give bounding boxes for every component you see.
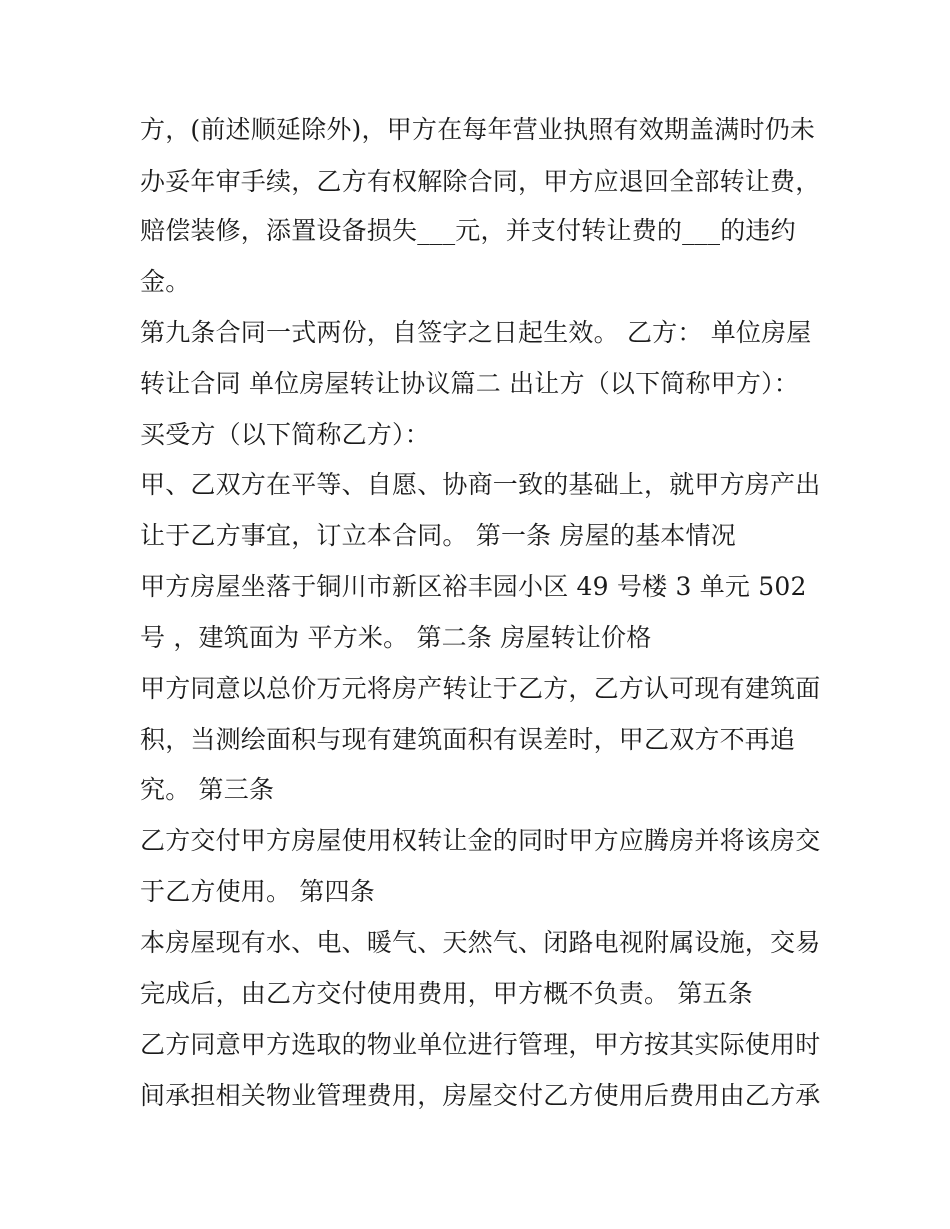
text-line: 方，(前述顺延除外)，甲方在每年营业执照有效期盖满时仍未 xyxy=(140,115,816,144)
text-line: 第九条合同一式两份，自签字之日起生效。 乙方： 单位房屋 xyxy=(140,318,812,347)
text-line: 甲方房屋坐落于铜川市新区裕丰园小区 49 号楼 3 单元 502 xyxy=(140,572,807,601)
text-line: 于乙方使用。 第四条 xyxy=(140,877,375,906)
text-line: 积，当测绘面积与现有建筑面积有误差时，甲乙双方不再追 xyxy=(140,725,796,754)
text-line: 金。 xyxy=(140,267,191,296)
text-line: 乙方同意甲方选取的物业单位进行管理，甲方按其实际使用时 xyxy=(140,1030,821,1059)
text-line: 究。 第三条 xyxy=(140,775,275,804)
text-line: 完成后，由乙方交付使用费用，甲方概不负责。 第五条 xyxy=(140,979,753,1008)
text-line: 让于乙方事宜，订立本合同。 第一条 房屋的基本情况 xyxy=(140,521,736,550)
text-line: 赔偿装修，添置设备损失___元，并支付转让费的___的违约 xyxy=(140,216,796,245)
text-line: 甲、乙双方在平等、自愿、协商一致的基础上，就甲方房产出 xyxy=(140,470,821,499)
text-line: 本房屋现有水、电、暖气、天然气、闭路电视附属设施，交易 xyxy=(140,928,821,957)
text-line: 转让合同 单位房屋转让协议篇二 出让方（以下简称甲方）： xyxy=(140,369,799,398)
text-line: 号 ，建筑面为 平方米。 第二条 房屋转让价格 xyxy=(140,623,652,652)
text-line: 甲方同意以总价万元将房产转让于乙方，乙方认可现有建筑面 xyxy=(140,674,821,703)
text-line: 乙方交付甲方房屋使用权转让金的同时甲方应腾房并将该房交 xyxy=(140,826,821,855)
text-line: 间承担相关物业管理费用，房屋交付乙方使用后费用由乙方承 xyxy=(140,1081,821,1110)
text-line: 买受方（以下简称乙方）： xyxy=(140,420,430,449)
text-line: 办妥年审手续，乙方有权解除合同，甲方应退回全部转让费， xyxy=(140,167,821,196)
